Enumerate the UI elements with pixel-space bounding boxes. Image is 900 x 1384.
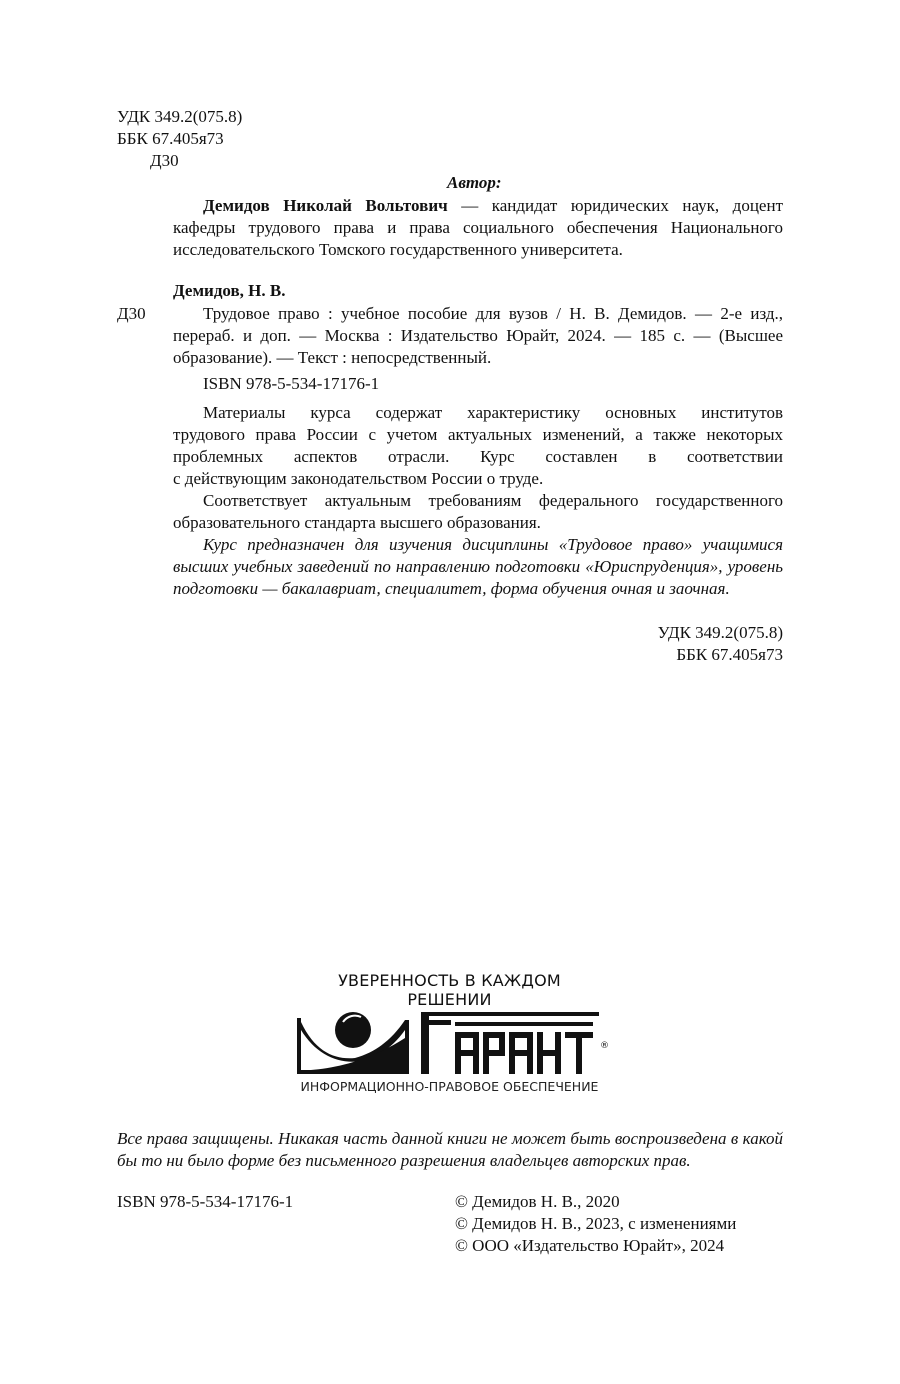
author-heading: Автор: xyxy=(447,173,502,192)
annotation-p3: Курс предназначен для изучения дисциплины «Трудовое право» учащимися высших учебных заведений по направлению подготовки «Юриспруденция», уровень подготовки — бакалавриат, специалитет, форма обучения очная и заочная. xyxy=(173,535,783,598)
isbn-top: ISBN 978-5-534-17176-1 xyxy=(203,374,380,393)
annotation-p1 xyxy=(173,402,783,490)
registered-mark: ® xyxy=(600,1041,609,1051)
author-name: Демидов Николай Вольтович xyxy=(203,196,448,215)
garant-emblem-icon xyxy=(297,1012,409,1074)
annotation-line: Материалы курса содержат характеристику основных институтов xyxy=(203,403,783,422)
udk-code: УДК 349.2(075.8) xyxy=(117,107,243,126)
copyright-line: © Демидов Н. В., 2020 xyxy=(455,1192,620,1211)
garant-caption: ИНФОРМАЦИОННО-ПРАВОВОЕ ОБЕСПЕЧЕНИЕ xyxy=(300,1079,599,1094)
copyright-line: © ООО «Издательство Юрайт», 2024 xyxy=(455,1236,725,1255)
garant-wordmark xyxy=(421,1012,599,1074)
bib-author: Демидов, Н. В. xyxy=(173,281,286,300)
annotation-p2: Соответствует актуальным требованиям федерального государственного образовательного стандарта высшего образования. xyxy=(173,491,783,532)
author-sign: Д30 xyxy=(150,151,179,170)
isbn-bottom: ISBN 978-5-534-17176-1 xyxy=(117,1192,294,1211)
annotation-line: трудового права России с учетом актуальных изменений, а также некоторых xyxy=(173,425,783,444)
garant-slogan: УВЕРЕННОСТЬ В КАЖДОМ РЕШЕНИИ xyxy=(338,971,561,1009)
copyright-line: © Демидов Н. В., 2023, с изменениями xyxy=(455,1214,737,1233)
bbk-code-bottom: ББК 67.405я73 xyxy=(676,645,783,664)
author-description: — кандидат юридических наук, доцент кафедры трудового права и права социального обеспечения Национального исследовательского Томского государственного университета. xyxy=(173,196,783,259)
bib-entry: Трудовое право : учебное пособие для вузов / Н. В. Демидов. — 2-е изд., перераб. и доп. — Москва : Издательство Юрайт, 2024. — 185 с. — (Высшее образование). — Текст : непосредственный. xyxy=(173,304,783,367)
bbk-code: ББК 67.405я73 xyxy=(117,129,224,148)
author-info xyxy=(173,195,783,261)
annotation-line: с действующим законодательством России о труде. xyxy=(173,469,544,488)
bib-sign: Д30 xyxy=(117,304,146,323)
rights-notice: Все права защищены. Никакая часть данной книги не может быть воспроизведена в какой бы то ни было форме без письменного разрешения владельцев авторских прав. xyxy=(117,1129,783,1170)
garant-logo xyxy=(297,1008,609,1074)
annotation-line: проблемных аспектов отрасли. Курс составлен в соответствии xyxy=(173,447,783,466)
udk-code-bottom: УДК 349.2(075.8) xyxy=(657,623,783,642)
